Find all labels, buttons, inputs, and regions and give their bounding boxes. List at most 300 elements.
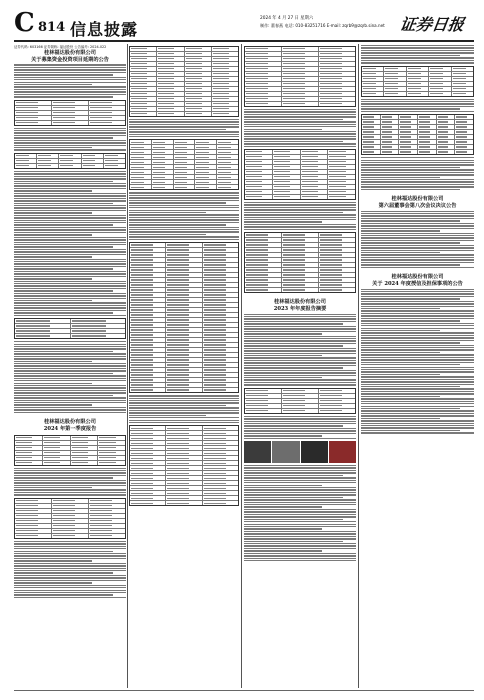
table-cell: [245, 82, 282, 86]
text-line: [361, 359, 474, 360]
text-line: [361, 364, 460, 365]
text-line: [14, 137, 113, 138]
table-cell: [130, 333, 166, 337]
table-cell: [212, 92, 238, 96]
text-line: [361, 62, 474, 63]
table-cell: [15, 534, 52, 538]
table-cell: [195, 170, 217, 174]
text-line: [361, 186, 474, 187]
text-line: [14, 570, 126, 571]
table-cell: [301, 155, 329, 159]
table-cell: [89, 514, 125, 518]
table-cell: [203, 263, 238, 267]
table-cell: [381, 120, 400, 124]
notice-title: 2023 年年度报告摘要: [273, 306, 327, 313]
text-line: [14, 580, 126, 581]
table-cell: [174, 175, 196, 179]
section-letter: C: [14, 8, 35, 38]
text-line: [244, 516, 356, 517]
product-photo-strip: [244, 441, 356, 463]
text-line: [361, 369, 474, 370]
table-cell: [37, 164, 59, 168]
table-cell: [429, 87, 451, 91]
text-block: [361, 211, 474, 268]
text-line: [14, 256, 92, 257]
text-line: [14, 348, 126, 349]
text-line: [244, 560, 356, 561]
column-4: [361, 44, 474, 688]
column-divider: [358, 44, 359, 688]
text-line: [361, 235, 474, 236]
table-cell: [166, 263, 202, 267]
table-cell: [203, 456, 238, 460]
data-table: [129, 425, 239, 506]
table-cell: [245, 258, 282, 262]
table-cell: [362, 77, 384, 81]
table-cell: [217, 170, 238, 174]
text-line: [129, 126, 239, 127]
table-cell: [130, 348, 166, 352]
text-line: [14, 229, 126, 230]
table-cell: [166, 436, 202, 440]
text-line: [244, 489, 356, 490]
table-cell: [185, 52, 212, 56]
table-cell: [282, 283, 319, 287]
text-line: [361, 374, 440, 375]
table-cell: [15, 334, 71, 338]
table-cell: [282, 233, 319, 237]
data-table: [244, 232, 356, 293]
table-cell: [203, 318, 238, 322]
text-line: [361, 108, 460, 109]
text-line: [14, 302, 126, 303]
table-cell: [174, 185, 196, 189]
table-cell: [217, 145, 238, 149]
table-cell: [130, 476, 166, 480]
text-line: [361, 337, 474, 338]
text-line: [244, 209, 356, 210]
data-table: [129, 139, 239, 190]
table-cell: [319, 243, 355, 247]
text-line: [244, 212, 343, 213]
table-cell: [89, 121, 125, 125]
table-cell: [245, 102, 282, 106]
table-cell: [89, 116, 125, 120]
table-cell: [130, 258, 166, 262]
table-cell: [15, 106, 52, 110]
table-cell: [185, 102, 212, 106]
text-line: [361, 303, 474, 304]
table-cell: [319, 57, 355, 61]
table-cell: [301, 195, 329, 199]
table-cell: [203, 323, 238, 327]
table-cell: [437, 135, 456, 139]
table-cell: [319, 263, 355, 267]
notice-title: 2024 年第一季度报告: [43, 426, 97, 433]
text-line: [14, 217, 126, 218]
table-cell: [71, 441, 99, 445]
table-cell: [203, 486, 238, 490]
table-cell: [130, 175, 152, 179]
text-line: [14, 587, 126, 588]
table-cell: [429, 77, 451, 81]
table-cell: [71, 436, 99, 440]
company-name: 桂林福达股份有限公司: [391, 196, 444, 203]
text-line: [129, 192, 239, 193]
text-line: [14, 198, 126, 199]
text-line: [129, 205, 239, 206]
table-cell: [152, 145, 174, 149]
text-line: [14, 220, 126, 221]
text-line: [361, 340, 474, 341]
text-line: [244, 377, 322, 378]
text-line: [244, 372, 356, 373]
table-cell: [319, 409, 355, 413]
text-line: [244, 519, 343, 520]
table-cell: [381, 115, 400, 119]
table-cell: [282, 52, 319, 56]
text-line: [244, 499, 356, 500]
text-line: [361, 220, 460, 221]
text-line: [244, 360, 356, 361]
text-line: [14, 178, 126, 179]
text-line: [244, 331, 356, 332]
table-cell: [166, 313, 202, 317]
table-cell: [418, 145, 437, 149]
table-cell: [15, 446, 43, 450]
text-line: [244, 382, 356, 383]
table-cell: [429, 72, 451, 76]
table-cell: [455, 140, 473, 144]
table-cell: [203, 253, 238, 257]
text-line: [14, 370, 126, 371]
table-cell: [152, 175, 174, 179]
text-line: [244, 367, 343, 368]
table-cell: [166, 456, 202, 460]
table-cell: [362, 115, 381, 119]
table-cell: [212, 97, 238, 101]
table-cell: [15, 529, 52, 533]
table-cell: [282, 268, 319, 272]
table-cell: [328, 150, 355, 154]
text-line: [361, 432, 474, 433]
table-cell: [52, 111, 89, 115]
table-cell: [166, 451, 202, 455]
table-cell: [245, 160, 273, 164]
table-cell: [157, 47, 184, 51]
table-cell: [245, 288, 282, 292]
text-line: [14, 72, 126, 73]
table-cell: [98, 451, 125, 455]
text-line: [361, 415, 474, 416]
text-line: [14, 592, 126, 593]
table-cell: [195, 140, 217, 144]
text-block: [361, 45, 474, 190]
table-cell: [455, 130, 473, 134]
text-line: [244, 531, 356, 532]
table-cell: [328, 165, 355, 169]
table-cell: [185, 62, 212, 66]
text-line: [244, 224, 356, 225]
text-line: [14, 242, 126, 243]
data-table: [14, 435, 126, 466]
data-table: [361, 114, 474, 155]
table-cell: [245, 175, 273, 179]
table-cell: [166, 461, 202, 465]
table-cell: [43, 446, 71, 450]
table-row: [15, 164, 125, 168]
editor-line: 制作: 董春燕 电话: 010-83251716 E-mail: zqrb9@zqrb.sina.net: [260, 23, 385, 28]
text-block: [129, 46, 239, 506]
table-cell: [381, 125, 400, 129]
text-line: [244, 428, 356, 429]
table-cell: [52, 529, 89, 533]
text-line: [14, 477, 113, 478]
text-line: [361, 323, 474, 324]
text-line: [361, 169, 474, 170]
data-table: [244, 46, 356, 107]
table-cell: [157, 72, 184, 76]
text-line: [14, 390, 126, 391]
table-cell: [203, 373, 238, 377]
table-cell: [328, 190, 355, 194]
table-cell: [273, 175, 301, 179]
table-cell: [166, 253, 202, 257]
text-line: [14, 404, 92, 405]
table-cell: [166, 383, 202, 387]
text-line: [244, 494, 356, 495]
table-cell: [381, 130, 400, 134]
table-cell: [130, 82, 157, 86]
text-line: [129, 197, 239, 198]
table-cell: [174, 150, 196, 154]
text-line: [14, 380, 126, 381]
product-photo: [329, 441, 356, 463]
table-cell: [166, 491, 202, 495]
table-cell: [195, 165, 217, 169]
text-line: [14, 64, 126, 65]
table-cell: [185, 57, 212, 61]
table-cell: [71, 461, 99, 465]
table-cell: [437, 120, 456, 124]
text-line: [361, 250, 474, 251]
company-name: 桂林福达股份有限公司: [391, 274, 444, 281]
table-cell: [245, 190, 273, 194]
text-line: [14, 278, 92, 279]
table-cell: [203, 248, 238, 252]
text-line: [14, 590, 126, 591]
text-line: [14, 558, 126, 559]
text-line: [244, 433, 356, 434]
text-line: [14, 546, 126, 547]
text-line: [361, 164, 474, 165]
text-line: [14, 249, 126, 250]
table-cell: [98, 441, 125, 445]
text-line: [14, 128, 126, 129]
text-line: [361, 386, 460, 387]
column-divider: [127, 44, 128, 688]
text-line: [14, 69, 126, 70]
text-line: [14, 74, 113, 75]
table-cell: [384, 87, 406, 91]
text-line: [244, 438, 356, 439]
text-line: [14, 82, 126, 83]
table-cell: [203, 441, 238, 445]
table-cell: [217, 155, 238, 159]
table-cell: [89, 499, 125, 503]
text-line: [129, 207, 239, 208]
text-line: [129, 234, 206, 235]
table-cell: [185, 107, 212, 111]
table-cell: [185, 82, 212, 86]
table-cell: [282, 82, 319, 86]
text-line: [14, 237, 126, 238]
text-line: [129, 119, 239, 120]
table-cell: [130, 47, 157, 51]
text-line: [129, 131, 239, 132]
text-line: [14, 89, 126, 90]
table-cell: [212, 67, 238, 71]
table-cell: [399, 115, 418, 119]
table-cell: [429, 92, 451, 96]
text-line: [244, 421, 356, 422]
table-cell: [319, 82, 355, 86]
table-cell: [437, 140, 456, 144]
table-cell: [245, 52, 282, 56]
text-line: [129, 400, 239, 401]
text-line: [361, 425, 474, 426]
table-cell: [362, 120, 381, 124]
table-row: [245, 288, 355, 292]
text-line: [244, 338, 356, 339]
table-cell: [455, 150, 473, 154]
text-line: [244, 126, 356, 127]
table-cell: [319, 278, 355, 282]
text-line: [361, 296, 474, 297]
data-table: [129, 242, 239, 393]
table-cell: [273, 185, 301, 189]
table-cell: [166, 333, 202, 337]
text-line: [244, 109, 356, 110]
table-cell: [203, 466, 238, 470]
table-cell: [130, 373, 166, 377]
text-line: [244, 475, 343, 476]
table-cell: [185, 112, 212, 116]
table-cell: [130, 145, 152, 149]
table-cell: [282, 263, 319, 267]
table-cell: [319, 102, 355, 106]
table-cell: [319, 394, 355, 398]
table-cell: [203, 491, 238, 495]
table-cell: [130, 180, 152, 184]
bottom-rule: [14, 690, 474, 691]
table-cell: [217, 165, 238, 169]
table-cell: [130, 112, 157, 116]
text-line: [244, 129, 322, 130]
table-cell: [212, 72, 238, 76]
text-line: [361, 47, 474, 48]
text-line: [14, 472, 126, 473]
table-cell: [273, 155, 301, 159]
table-cell: [217, 175, 238, 179]
text-line: [361, 403, 474, 404]
text-line: [14, 96, 113, 97]
table-cell: [399, 145, 418, 149]
table-cell: [381, 135, 400, 139]
text-line: [244, 509, 356, 510]
text-line: [361, 410, 474, 411]
table-cell: [273, 170, 301, 174]
text-line: [14, 475, 126, 476]
text-line: [129, 236, 239, 237]
text-line: [244, 217, 356, 218]
text-line: [129, 224, 226, 225]
table-cell: [203, 303, 238, 307]
table-cell: [282, 57, 319, 61]
text-line: [361, 320, 460, 321]
table-cell: [15, 499, 52, 503]
text-line: [361, 430, 460, 431]
column-3: [244, 44, 356, 688]
text-line: [14, 585, 126, 586]
table-cell: [130, 87, 157, 91]
text-line: [14, 200, 126, 201]
table-cell: [130, 363, 166, 367]
table-cell: [399, 120, 418, 124]
table-cell: [89, 529, 125, 533]
text-line: [244, 511, 356, 512]
table-cell: [301, 160, 329, 164]
table-cell: [381, 150, 400, 154]
table-cell: [130, 97, 157, 101]
text-line: [14, 300, 92, 301]
text-block: [361, 289, 474, 434]
table-cell: [319, 52, 355, 56]
text-line: [244, 314, 356, 315]
text-line: [14, 582, 92, 583]
text-line: [244, 357, 356, 358]
table-cell: [130, 471, 166, 475]
table-cell: [245, 233, 282, 237]
text-line: [244, 467, 356, 468]
table-cell: [362, 87, 384, 91]
table-cell: [203, 501, 238, 505]
table-cell: [437, 150, 456, 154]
text-line: [361, 262, 474, 263]
text-line: [361, 264, 460, 265]
text-line: [14, 363, 126, 364]
text-line: [14, 188, 126, 189]
company-name: 桂林福达股份有限公司: [274, 299, 326, 306]
text-line: [129, 239, 239, 240]
product-photo: [272, 441, 299, 463]
table-cell: [362, 135, 381, 139]
table-cell: [166, 328, 202, 332]
table-cell: [15, 461, 43, 465]
text-line: [14, 315, 126, 316]
table-cell: [52, 116, 89, 120]
text-line: [244, 375, 356, 376]
table-cell: [362, 150, 381, 154]
text-line: [14, 86, 126, 87]
table-cell: [273, 180, 301, 184]
table-cell: [130, 313, 166, 317]
text-line: [14, 147, 92, 148]
text-line: [14, 468, 126, 469]
table-cell: [455, 120, 473, 124]
table-cell: [203, 476, 238, 480]
table-cell: [407, 72, 429, 76]
